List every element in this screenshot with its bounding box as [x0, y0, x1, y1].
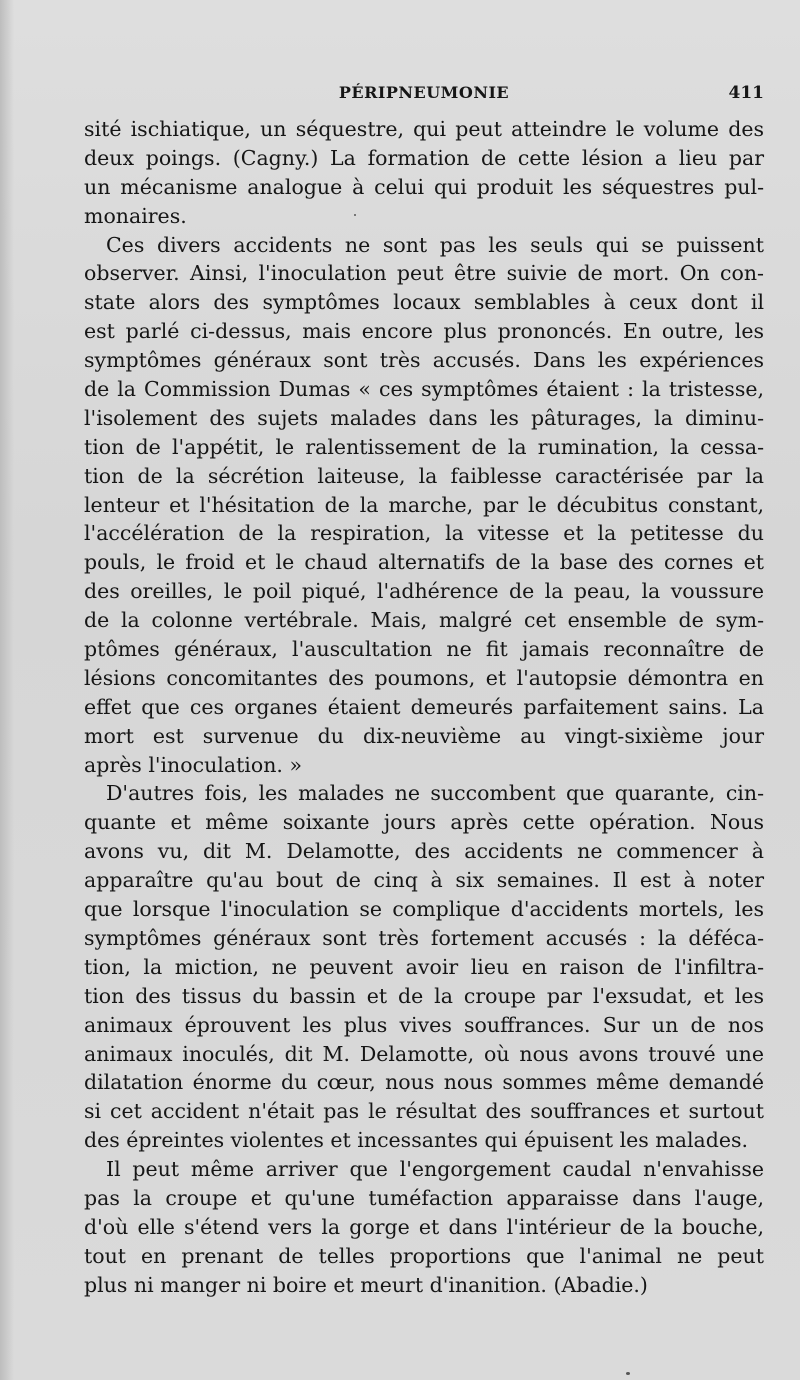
- text-line: effet que ces organes étaient demeurés parfaitement sains. La: [84, 694, 764, 719]
- text-line: tout en prenant de telles proportions que l'animal ne peut: [84, 1243, 764, 1268]
- text-line: lésions concomitantes des poumons, et l'autopsie démontra en: [84, 665, 764, 690]
- text-line: mort est survenue du dix-neuvième au vingt-sixième jour: [84, 723, 764, 748]
- text-line: animaux inoculés, dit M. Delamotte, où nous avons trouvé une: [84, 1041, 764, 1066]
- text-line: symptômes généraux sont très accusés. Dans les expériences: [84, 348, 764, 373]
- body-text: [84, 115, 764, 1300]
- print-speck: [626, 1372, 630, 1375]
- text-line: avons vu, dit M. Delamotte, des accidents ne commencer à: [84, 839, 764, 864]
- text-line: l'isolement des sujets malades dans les pâturages, la diminu-: [84, 405, 764, 430]
- paragraph-first-line: Il peut même arriver que l'engorgement caudal n'envahisse: [106, 1157, 764, 1182]
- page-edge-shadow: [0, 0, 14, 1380]
- page-number: 411: [728, 83, 764, 103]
- text-line: lenteur et l'hésitation de la marche, par le décubitus constant,: [84, 492, 764, 517]
- text-line: tion de l'appétit, le ralentissement de la rumination, la cessa-: [84, 434, 764, 459]
- paragraph-first-line: D'autres fois, les malades ne succombent que quarante, cin-: [106, 781, 764, 806]
- text-line: sité ischiatique, un séquestre, qui peut atteindre le volume des: [84, 117, 764, 141]
- text-line: après l'inoculation. »: [84, 752, 302, 777]
- text-line: tion de la sécrétion laiteuse, la faiblesse caractérisée par la: [84, 463, 764, 488]
- text-line: de la colonne vertébrale. Mais, malgré cet ensemble de sym-: [84, 608, 764, 633]
- text-line: un mécanisme analogue à celui qui produit les séquestres pul-: [84, 174, 764, 199]
- text-line: l'accélération de la respiration, la vitesse et la petitesse du: [84, 521, 764, 546]
- text-line: observer. Ainsi, l'inoculation peut être suivie de mort. On con-: [84, 261, 764, 286]
- text-line: de la Commission Dumas « ces symptômes étaient : la tristesse,: [84, 377, 764, 402]
- text-line: apparaître qu'au bout de cinq à six semaines. Il est à noter: [84, 868, 764, 893]
- text-line: d'où elle s'étend vers la gorge et dans l'intérieur de la bouche,: [84, 1214, 764, 1239]
- paragraph-first-line: Ces divers accidents ne sont pas les seuls qui se puissent: [106, 232, 764, 257]
- text-line: monaires.: [84, 203, 187, 228]
- text-line: des épreintes violentes et incessantes qui épuisent les malades.: [84, 1128, 749, 1153]
- running-title: PÉRIPNEUMONIE: [338, 83, 510, 102]
- print-speck: [354, 214, 356, 216]
- text-line: animaux éprouvent les plus vives souffrances. Sur un de nos: [84, 1012, 764, 1037]
- text-line: des oreilles, le poil piqué, l'adhérence de la peau, la voussure: [84, 579, 764, 604]
- text-line: symptômes généraux sont très fortement accusés : la défécа-: [84, 925, 764, 950]
- text-line: ptômes généraux, l'auscultation ne fit jamais reconnaître de: [84, 637, 764, 662]
- text-line: dilatation énorme du cœur, nous nous sommes même demandé: [84, 1070, 764, 1095]
- text-line: tion des tissus du bassin et de la croupe par l'exsudat, et les: [84, 983, 764, 1008]
- text-line: deux poings. (Cagny.) La formation de cette lésion a lieu par: [84, 145, 764, 170]
- text-line: pouls, le froid et le chaud alternatifs de la base des cornes et: [84, 550, 764, 575]
- running-head: [84, 80, 764, 106]
- text-line: plus ni manger ni boire et meurt d'inanition. (Abadie.): [84, 1272, 648, 1297]
- text-line: est parlé ci-dessus, mais encore plus prononcés. En outre, les: [84, 319, 764, 344]
- text-line: pas la croupe et qu'une tuméfaction apparaisse dans l'auge,: [84, 1185, 764, 1210]
- text-line: state alors des symptômes locaux semblables à ceux dont il: [84, 290, 764, 315]
- text-line: si cet accident n'était pas le résultat des souffrances et surtout: [84, 1099, 764, 1124]
- text-line: quante et même soixante jours après cette opération. Nous: [84, 810, 764, 835]
- text-line: tion, la miction, ne peuvent avoir lieu en raison de l'infiltra-: [84, 954, 764, 979]
- text-line: que lorsque l'inoculation se complique d'accidents mortels, les: [84, 897, 764, 922]
